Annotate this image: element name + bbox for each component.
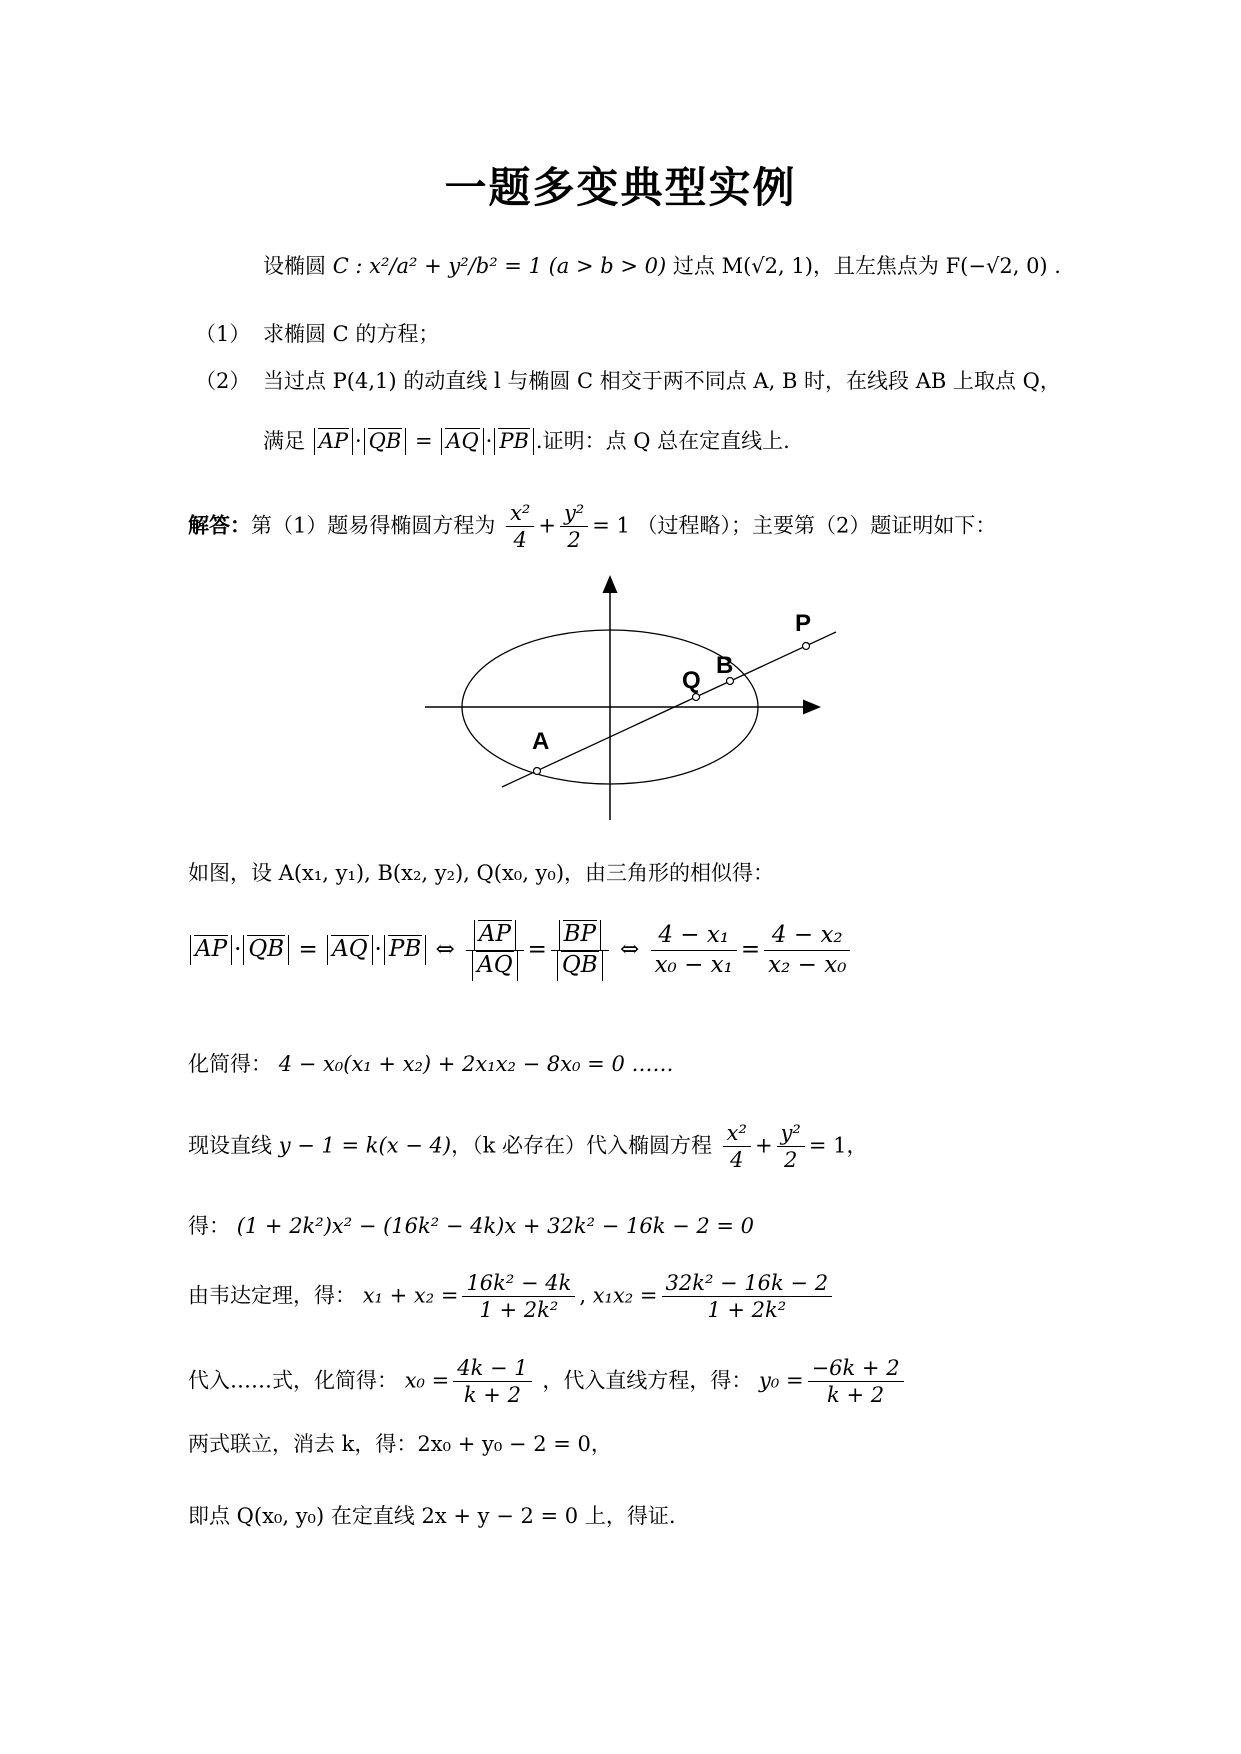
vec-AP: AP (314, 428, 353, 455)
quadratic-equation: (1 + 2k²)x² − (16k² − 4k)x + 32k² − 16k − 2 = 0 (236, 1214, 755, 1238)
label-P: P (795, 610, 812, 637)
conclusion-line: 即点 Q(x₀, y₀) 在定直线 2x + y − 2 = 0 上，得证. (188, 1504, 676, 1528)
q1-number: （1） (195, 322, 251, 346)
line-mid: ，（k 必存在）代入椭圆方程 (451, 1133, 712, 1158)
setup-line: 如图，设 A(x₁, y₁), B(x₂, y₂), Q(x₀, y₀)，由三角形的相似得： (188, 861, 775, 885)
point-Q (693, 694, 700, 701)
passes-through: 过点 M(√2, 1) (672, 254, 813, 278)
ellipse-definition: C : x²/a² + y²/b² = 1 (a > b > 0) (332, 254, 667, 278)
problem-intro (263, 250, 1061, 280)
fraction-AP-AQ: $\frac{AP}{AQ}$ (466, 920, 523, 981)
ellipse-diagram (420, 570, 840, 830)
q2-number: （2） (195, 369, 251, 393)
fraction-y0: $\frac{-6k + 2}{k + 2}$ (808, 1355, 904, 1409)
intro-prefix: 设椭圆 (263, 254, 326, 278)
line-equation: y − 1 = k(x − 4) (278, 1133, 452, 1158)
substitute-line: 代入……式，化简得： x₀ = $\frac{4k - 1}{k + 2}$ ，代入直线方程，得： y₀ = $\frac{-6k + 2}{k + 2}$ (188, 1355, 908, 1409)
fraction-sum: $\frac{\text{16k² − 4k}}{\text{1 + 2k²}}$ (462, 1270, 575, 1324)
quadratic-line (188, 1210, 754, 1240)
vec-PB: PB (494, 428, 534, 455)
q2-line2-suffix: .证明：点 Q 总在定直线上. (535, 429, 790, 453)
vec-QB: QB (364, 428, 407, 455)
simplify-label: 化简得： (188, 1052, 272, 1076)
vec-QB-2: QB (243, 935, 289, 965)
fraction-2: $\frac{\text{4 − x₂}}{\text{x₂ − x₀}}$ (764, 921, 850, 980)
point-P (803, 643, 810, 650)
simplify-equation: 4 − x₀(x₁ + x₂) + 2x₁x₂ − 8x₀ = 0 …… (278, 1052, 674, 1076)
fraction-1: $\frac{\text{4 − x₁}}{\text{x₀ − x₁}}$ (651, 921, 737, 980)
get-label: 得： (188, 1214, 230, 1238)
fraction-BP-QB: $\frac{BP}{QB}$ (551, 920, 609, 981)
fraction-product: $\frac{\text{32k² − 16k − 2}}{\text{1 + 2k²}}$ (662, 1270, 833, 1324)
fraction-y2-2: $\frac{\text{y²}}{2}$ (560, 500, 588, 554)
vieta-label: 由韦达定理，得： (188, 1283, 356, 1308)
equivalence-line: AP · QB = AQ · PB ⇔ $\frac{AP}{AQ}$ = $\frac{BP}{QB}$ ⇔ $\frac{\text{4 − x₁}}{\text{x₀ − x₁}}$ = $\frac{\text{4 − x₂}}{\text{x₂ − x₀}}$ (188, 920, 854, 981)
vec-AP-2: AP (190, 935, 232, 965)
fraction-x2-4-b: $\frac{\text{x²}}{4}$ (723, 1120, 751, 1174)
vec-PB-2: PB (384, 935, 426, 965)
q1-text: 求椭圆 C 的方程； (263, 322, 440, 346)
fraction-x2-4: $\frac{\text{x²}}{4}$ (506, 500, 534, 554)
combine-line: 两式联立，消去 k，得：2x₀ + y₀ − 2 = 0， (188, 1432, 612, 1456)
label-B: B (716, 652, 734, 679)
point-A (534, 768, 541, 775)
solution-line1: 解答：第（1）题易得椭圆方程为 $\frac{\text{x²}}{4}$ + $\frac{\text{y²}}{2}$ = 1 （过程略）；主要第（2）题证明如下： (188, 501, 997, 553)
label-A: A (532, 728, 550, 755)
label-Q: Q (682, 667, 701, 694)
solution-label: 解答： (188, 513, 251, 538)
s1-prefix: 第（1）题易得椭圆方程为 (251, 513, 496, 538)
vieta-line: 由韦达定理，得： x₁ + x₂ = $\frac{\text{16k² − 4k}}{\text{1 + 2k²}}$ , x₁x₂ = $\frac{\text{32k² − 16k − 2}}{\text{1 + 2k²}}$ (188, 1270, 836, 1324)
fraction-x0: $\frac{4k - 1}{k + 2}$ (453, 1355, 531, 1409)
sub-label: 代入……式，化简得： (188, 1368, 398, 1393)
q2-line2-prefix: 满足 (263, 429, 305, 453)
simplify-line (188, 1048, 674, 1078)
s1-suffix: （过程略）；主要第（2）题证明如下： (636, 513, 997, 538)
page-title: 一题多变典型实例 (444, 163, 797, 212)
q2-line2: 满足 AP · QB = AQ · PB .证明：点 Q 总在定直线上. (263, 425, 790, 455)
q2-line1: 当过点 P(4,1) 的动直线 l 与椭圆 C 相交于两不同点 A, B 时，在线段 AB 上取点 Q， (263, 369, 1061, 393)
vec-AQ: AQ (441, 428, 483, 455)
line-l (502, 632, 836, 787)
fraction-y2-2-b: $\frac{\text{y²}}{2}$ (777, 1120, 805, 1174)
line-substitution: 现设直线 y − 1 = k(x − 4)，（k 必存在）代入椭圆方程 $\frac{\text{x²}}{4}$ + $\frac{\text{y²}}{2}$ = 1， (188, 1121, 868, 1173)
sub-mid: ，代入直线方程，得： (542, 1368, 753, 1393)
line-prefix: 现设直线 (188, 1133, 272, 1158)
vec-AQ-2: AQ (327, 935, 372, 965)
left-focus: ，且左焦点为 F(−√2, 0) . (812, 254, 1061, 278)
